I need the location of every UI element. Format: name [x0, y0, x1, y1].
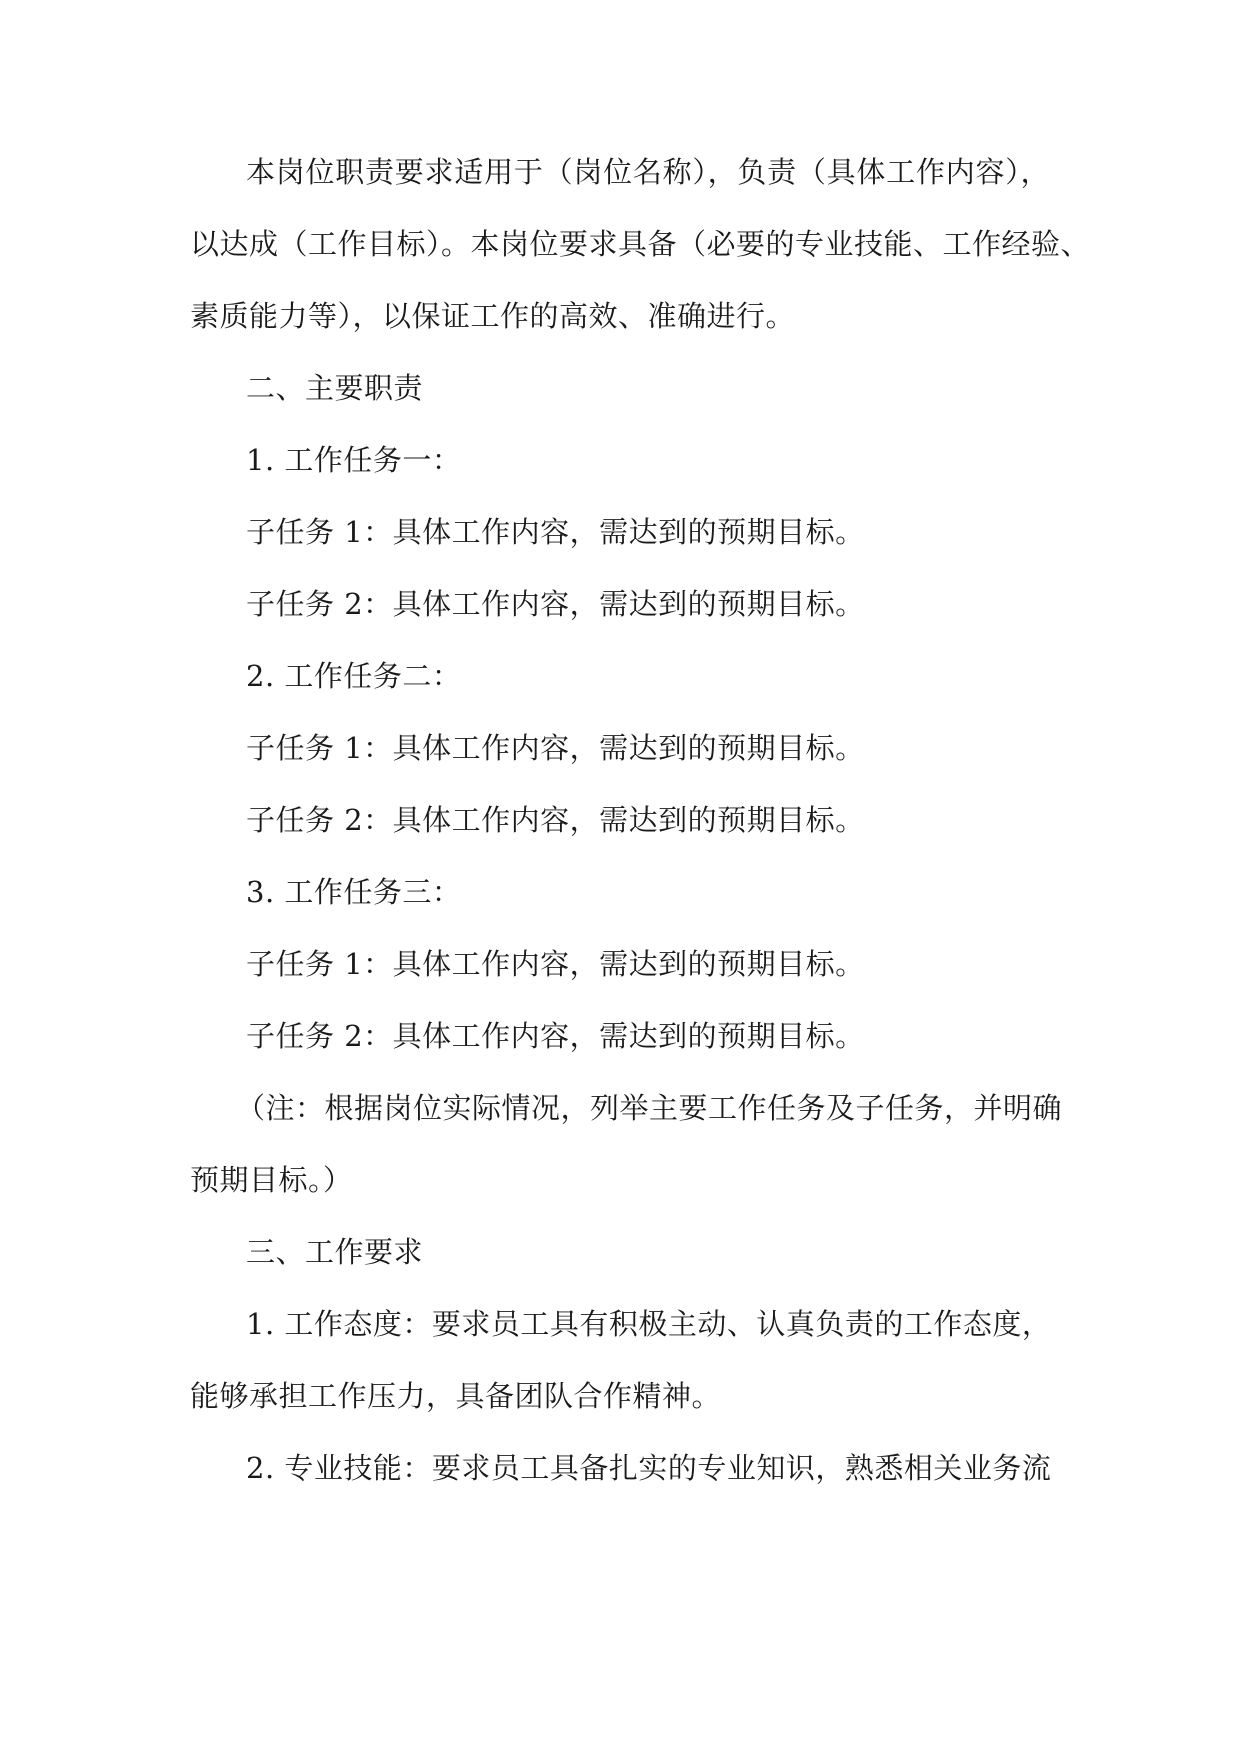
section-heading-work-requirements: 三、工作要求	[246, 1235, 424, 1269]
intro-paragraph-line-3: 素质能力等），以保证工作的高效、准确进行。	[190, 299, 796, 333]
intro-paragraph-line-1: 本岗位职责要求适用于（岗位名称），负责（具体工作内容），	[246, 155, 1050, 189]
task-title-2: 2. 工作任务二：	[246, 659, 462, 693]
subtask-1-1: 子任务 1：具体工作内容，需达到的预期目标。	[246, 515, 865, 549]
subtask-2-2: 子任务 2：具体工作内容，需达到的预期目标。	[246, 803, 865, 837]
section-heading-main-duties: 二、主要职责	[246, 371, 424, 405]
requirement-1-line-1: 1. 工作态度：要求员工具有积极主动、认真负责的工作态度，	[246, 1307, 1052, 1341]
intro-paragraph-line-2: 以达成（工作目标）。本岗位要求具备（必要的专业技能、工作经验、	[190, 227, 1091, 261]
subtask-2-1: 子任务 1：具体工作内容，需达到的预期目标。	[246, 731, 865, 765]
subtask-1-2: 子任务 2：具体工作内容，需达到的预期目标。	[246, 587, 865, 621]
task-title-1: 1. 工作任务一：	[246, 443, 462, 477]
subtask-3-1: 子任务 1：具体工作内容，需达到的预期目标。	[246, 947, 865, 981]
subtask-3-2: 子任务 2：具体工作内容，需达到的预期目标。	[246, 1019, 865, 1053]
task-title-3: 3. 工作任务三：	[246, 875, 462, 909]
note-line-2: 预期目标。）	[190, 1163, 353, 1197]
note-line-1: （注：根据岗位实际情况，列举主要工作任务及子任务，并明确	[236, 1091, 1063, 1125]
requirement-1-line-2: 能够承担工作压力，具备团队合作精神。	[190, 1379, 722, 1413]
requirement-2-line-1: 2. 专业技能：要求员工具备扎实的专业知识，熟悉相关业务流	[246, 1451, 1052, 1485]
